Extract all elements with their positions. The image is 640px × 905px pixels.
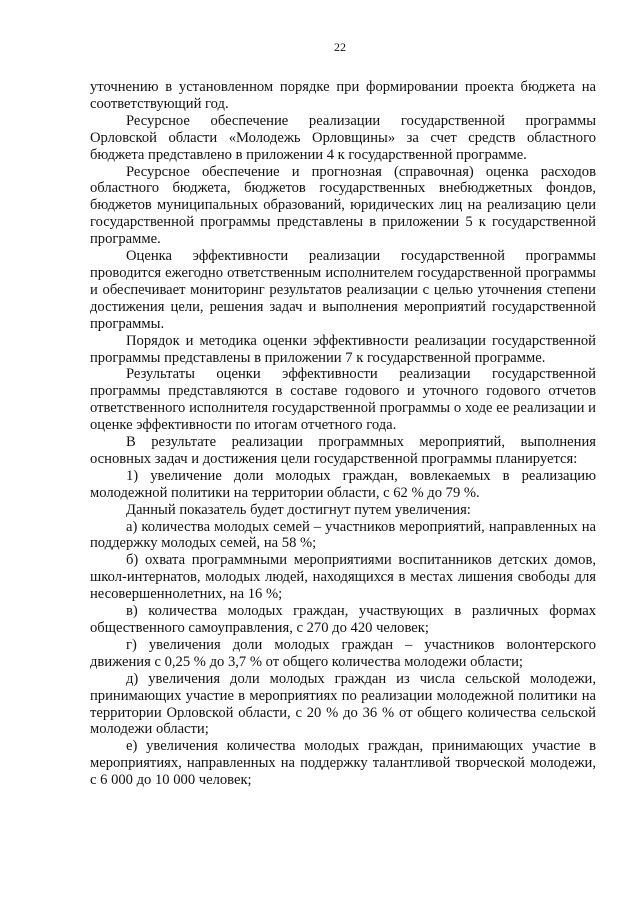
list-item-b: б) охвата программными мероприятиями воспитанников детских домов, школ-интернатов, молодых людей, находящихся в местах лишения свободы для несовершеннолетних, на 16 %; [90, 552, 596, 603]
list-item-v: в) количества молодых граждан, участвующих в различных формах общественного самоуправления, с 270 до 420 человек; [90, 603, 596, 636]
page-number: 22 [334, 40, 346, 54]
paragraph-indicator-means: Данный показатель будет достигнут путем увеличения: [126, 501, 471, 518]
paragraph-efficiency-assessment: Оценка эффективности реализации государственной программы проводится ежегодно ответственным исполнителем государственной программы и обеспечивает мониторинг результатов реализации с целью уточнения степени достижения цели, решения задач и выполнения мероприятий государственной программы. [90, 248, 596, 332]
paragraph-assessment-results: Результаты оценки эффективности реализации государственной программы представляются в составе годового и уточного годового отчетов ответственного исполнителя государственной программы о ходе ее реализации и оценке эффективности по итогам отчетного года. [90, 366, 596, 434]
paragraph-forecast-assessment: Ресурсное обеспечение и прогнозная (справочная) оценка расходов областного бюджета, бюджетов государственных внебюджетных фондов, бюджетов муниципальных образований, юридических лиц на реализацию цели государственной программы представлены в приложении 5 к государственной программе. [90, 163, 596, 248]
paragraph-budget-continuation: уточнению в установленном порядке при формировании проекта бюджета на соответствующий год. [90, 79, 596, 112]
paragraph-assessment-methodology: Порядок и методика оценки эффективности реализации государственной программы представлены в приложении 7 к государственной программе. [90, 332, 596, 366]
document-body [90, 79, 596, 789]
list-item-g: г) увеличения доли молодых граждан – участников волонтерского движения с 0,25 % до 3,7 % от общего количества молодежи области; [90, 636, 596, 670]
paragraph-resource-support: Ресурсное обеспечение реализации государственной программы Орловской области «Молодежь Орловщины» за счет средств областного бюджета представлено в приложении 4 к государственной программе. [90, 112, 596, 163]
list-item-d: д) увеличения доли молодых граждан из числа сельской молодежи, принимающих участие в мероприятиях по реализации молодежной политики на территории Орловской области, с 20 % до 36 % от общего количества сельской молодежи области; [90, 670, 596, 738]
paragraph-expected-outcomes: В результате реализации программных мероприятий, выполнения основных задач и достижения цели государственной программы планируется: [90, 434, 596, 467]
list-item-1: 1) увеличение доли молодых граждан, вовлекаемых в реализацию молодежной политики на территории области, с 62 % до 79 %. [90, 467, 596, 501]
list-item-e: е) увеличения количества молодых граждан, принимающих участие в мероприятиях, направленных на поддержку талантливой творческой молодежи, с 6 000 до 10 000 человек; [90, 738, 596, 789]
list-item-a: а) количества молодых семей – участников мероприятий, направленных на поддержку молодых семей, на 58 %; [90, 518, 596, 552]
